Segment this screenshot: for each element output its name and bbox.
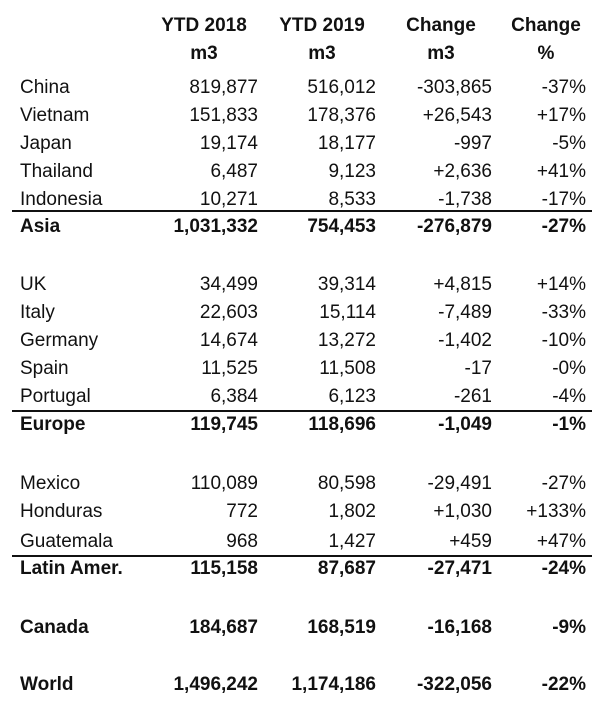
row-label: Italy bbox=[20, 302, 55, 323]
cell-change-pct: +17% bbox=[536, 105, 586, 126]
cell-ytd-2018: 11,525 bbox=[201, 358, 258, 379]
cell-ytd-2018: 968 bbox=[226, 531, 258, 552]
table-row bbox=[0, 327, 600, 355]
table-total-row bbox=[0, 614, 600, 642]
row-label: Portugal bbox=[20, 386, 91, 407]
header-change-pct-title: Change bbox=[511, 15, 581, 36]
header-ytd-2018-title: YTD 2018 bbox=[161, 15, 247, 36]
cell-ytd-2018: 772 bbox=[226, 501, 258, 522]
row-label: Europe bbox=[20, 414, 86, 435]
cell-change-pct: +14% bbox=[536, 274, 586, 295]
table-header bbox=[0, 12, 600, 74]
cell-change-pct: +47% bbox=[536, 531, 586, 552]
cell-ytd-2019: 1,427 bbox=[328, 531, 376, 552]
row-label: Indonesia bbox=[20, 189, 103, 210]
cell-change-pct: -27% bbox=[541, 216, 586, 237]
row-label: Spain bbox=[20, 358, 69, 379]
cell-change-m3: -27,471 bbox=[427, 558, 492, 579]
header-ytd-2018-unit: m3 bbox=[190, 43, 218, 64]
row-label: Asia bbox=[20, 216, 61, 237]
table-total-row bbox=[0, 213, 600, 241]
cell-ytd-2019: 9,123 bbox=[328, 161, 376, 182]
row-label: Mexico bbox=[20, 473, 81, 494]
cell-ytd-2019: 11,508 bbox=[319, 358, 376, 379]
cell-change-pct: -33% bbox=[541, 302, 586, 323]
section-divider bbox=[12, 410, 592, 412]
cell-change-pct: -9% bbox=[552, 617, 586, 638]
table-row bbox=[0, 528, 600, 556]
cell-change-m3: -1,402 bbox=[438, 330, 492, 351]
cell-ytd-2019: 8,533 bbox=[328, 189, 376, 210]
row-label: Latin Amer. bbox=[20, 558, 123, 579]
cell-ytd-2018: 819,877 bbox=[189, 77, 258, 98]
row-label: Canada bbox=[20, 617, 89, 638]
cell-ytd-2019: 80,598 bbox=[317, 473, 376, 494]
table-row bbox=[0, 470, 600, 498]
cell-ytd-2019: 87,687 bbox=[317, 558, 376, 579]
row-label: Germany bbox=[20, 330, 99, 351]
cell-ytd-2018: 115,158 bbox=[190, 558, 258, 579]
cell-change-m3: -261 bbox=[453, 386, 492, 407]
header-ytd-2018 bbox=[140, 12, 268, 68]
table-total-row bbox=[0, 671, 600, 699]
cell-change-pct: -0% bbox=[552, 358, 586, 379]
cell-change-pct: -17% bbox=[541, 189, 586, 210]
header-change-pct bbox=[496, 12, 596, 68]
row-label: Guatemala bbox=[20, 531, 113, 552]
cell-ytd-2019: 18,177 bbox=[317, 133, 376, 154]
cell-ytd-2018: 6,487 bbox=[210, 161, 258, 182]
cell-ytd-2018: 184,687 bbox=[189, 617, 258, 638]
cell-change-m3: +26,543 bbox=[422, 105, 492, 126]
table-row bbox=[0, 74, 600, 102]
cell-change-m3: -276,879 bbox=[416, 216, 492, 237]
cell-ytd-2018: 151,833 bbox=[189, 105, 258, 126]
row-label: Vietnam bbox=[20, 105, 90, 126]
cell-change-m3: +459 bbox=[449, 531, 492, 552]
cell-change-m3: -1,049 bbox=[438, 414, 492, 435]
header-change bbox=[386, 12, 496, 68]
cell-ytd-2019: 168,519 bbox=[307, 617, 376, 638]
row-label: World bbox=[20, 674, 74, 695]
cell-ytd-2019: 13,272 bbox=[317, 330, 376, 351]
header-ytd-2019 bbox=[262, 12, 382, 68]
cell-change-m3: +2,636 bbox=[433, 161, 492, 182]
cell-ytd-2018: 110,089 bbox=[190, 473, 258, 494]
cell-ytd-2018: 19,174 bbox=[199, 133, 258, 154]
table-row bbox=[0, 498, 600, 526]
cell-change-m3: +4,815 bbox=[433, 274, 492, 295]
section-divider bbox=[12, 555, 592, 557]
cell-change-m3: -997 bbox=[453, 133, 492, 154]
row-label: Japan bbox=[20, 133, 72, 154]
cell-ytd-2018: 1,496,242 bbox=[173, 674, 258, 695]
cell-ytd-2019: 6,123 bbox=[328, 386, 376, 407]
cell-ytd-2019: 15,114 bbox=[319, 302, 376, 323]
cell-ytd-2018: 119,745 bbox=[190, 414, 258, 435]
cell-ytd-2018: 34,499 bbox=[199, 274, 258, 295]
row-label: UK bbox=[20, 274, 47, 295]
header-change-title: Change bbox=[406, 15, 476, 36]
cell-change-pct: -5% bbox=[552, 133, 586, 154]
cell-ytd-2019: 1,802 bbox=[328, 501, 376, 522]
header-ytd-2019-unit: m3 bbox=[308, 43, 336, 64]
cell-change-pct: -37% bbox=[541, 77, 586, 98]
cell-ytd-2018: 10,271 bbox=[199, 189, 258, 210]
cell-ytd-2018: 6,384 bbox=[210, 386, 258, 407]
cell-change-m3: -1,738 bbox=[438, 189, 492, 210]
table-row bbox=[0, 158, 600, 186]
table-row bbox=[0, 299, 600, 327]
cell-change-m3: +1,030 bbox=[433, 501, 492, 522]
cell-change-pct: +133% bbox=[526, 501, 586, 522]
cell-ytd-2018: 14,674 bbox=[199, 330, 258, 351]
table-row bbox=[0, 355, 600, 383]
cell-change-pct: -4% bbox=[552, 386, 586, 407]
cell-ytd-2019: 118,696 bbox=[308, 414, 376, 435]
cell-change-pct: -27% bbox=[541, 473, 586, 494]
table-row bbox=[0, 383, 600, 411]
cell-change-pct: +41% bbox=[536, 161, 586, 182]
header-change-pct-unit: % bbox=[537, 43, 555, 64]
cell-change-m3: -17 bbox=[464, 358, 492, 379]
cell-change-m3: -16,168 bbox=[427, 617, 492, 638]
table-total-row bbox=[0, 555, 600, 583]
cell-change-m3: -322,056 bbox=[416, 674, 492, 695]
cell-change-m3: -7,489 bbox=[438, 302, 492, 323]
row-label: Thailand bbox=[20, 161, 93, 182]
row-label: China bbox=[20, 77, 70, 98]
table-row bbox=[0, 130, 600, 158]
cell-ytd-2018: 1,031,332 bbox=[173, 216, 258, 237]
cell-ytd-2019: 1,174,186 bbox=[291, 674, 376, 695]
cell-change-m3: -29,491 bbox=[427, 473, 492, 494]
cell-ytd-2019: 178,376 bbox=[307, 105, 376, 126]
cell-ytd-2019: 39,314 bbox=[317, 274, 376, 295]
table-total-row bbox=[0, 411, 600, 439]
table-row bbox=[0, 102, 600, 130]
cell-change-pct: -10% bbox=[541, 330, 586, 351]
header-ytd-2019-title: YTD 2019 bbox=[279, 15, 365, 36]
cell-ytd-2019: 754,453 bbox=[307, 216, 376, 237]
section-divider bbox=[12, 210, 592, 212]
table-row bbox=[0, 271, 600, 299]
cell-ytd-2019: 516,012 bbox=[307, 77, 376, 98]
row-label: Honduras bbox=[20, 501, 103, 522]
cell-ytd-2018: 22,603 bbox=[199, 302, 258, 323]
header-change-unit: m3 bbox=[427, 43, 455, 64]
cell-change-pct: -22% bbox=[541, 674, 586, 695]
cell-change-pct: -1% bbox=[552, 414, 586, 435]
cell-change-pct: -24% bbox=[541, 558, 586, 579]
cell-change-m3: -303,865 bbox=[416, 77, 492, 98]
